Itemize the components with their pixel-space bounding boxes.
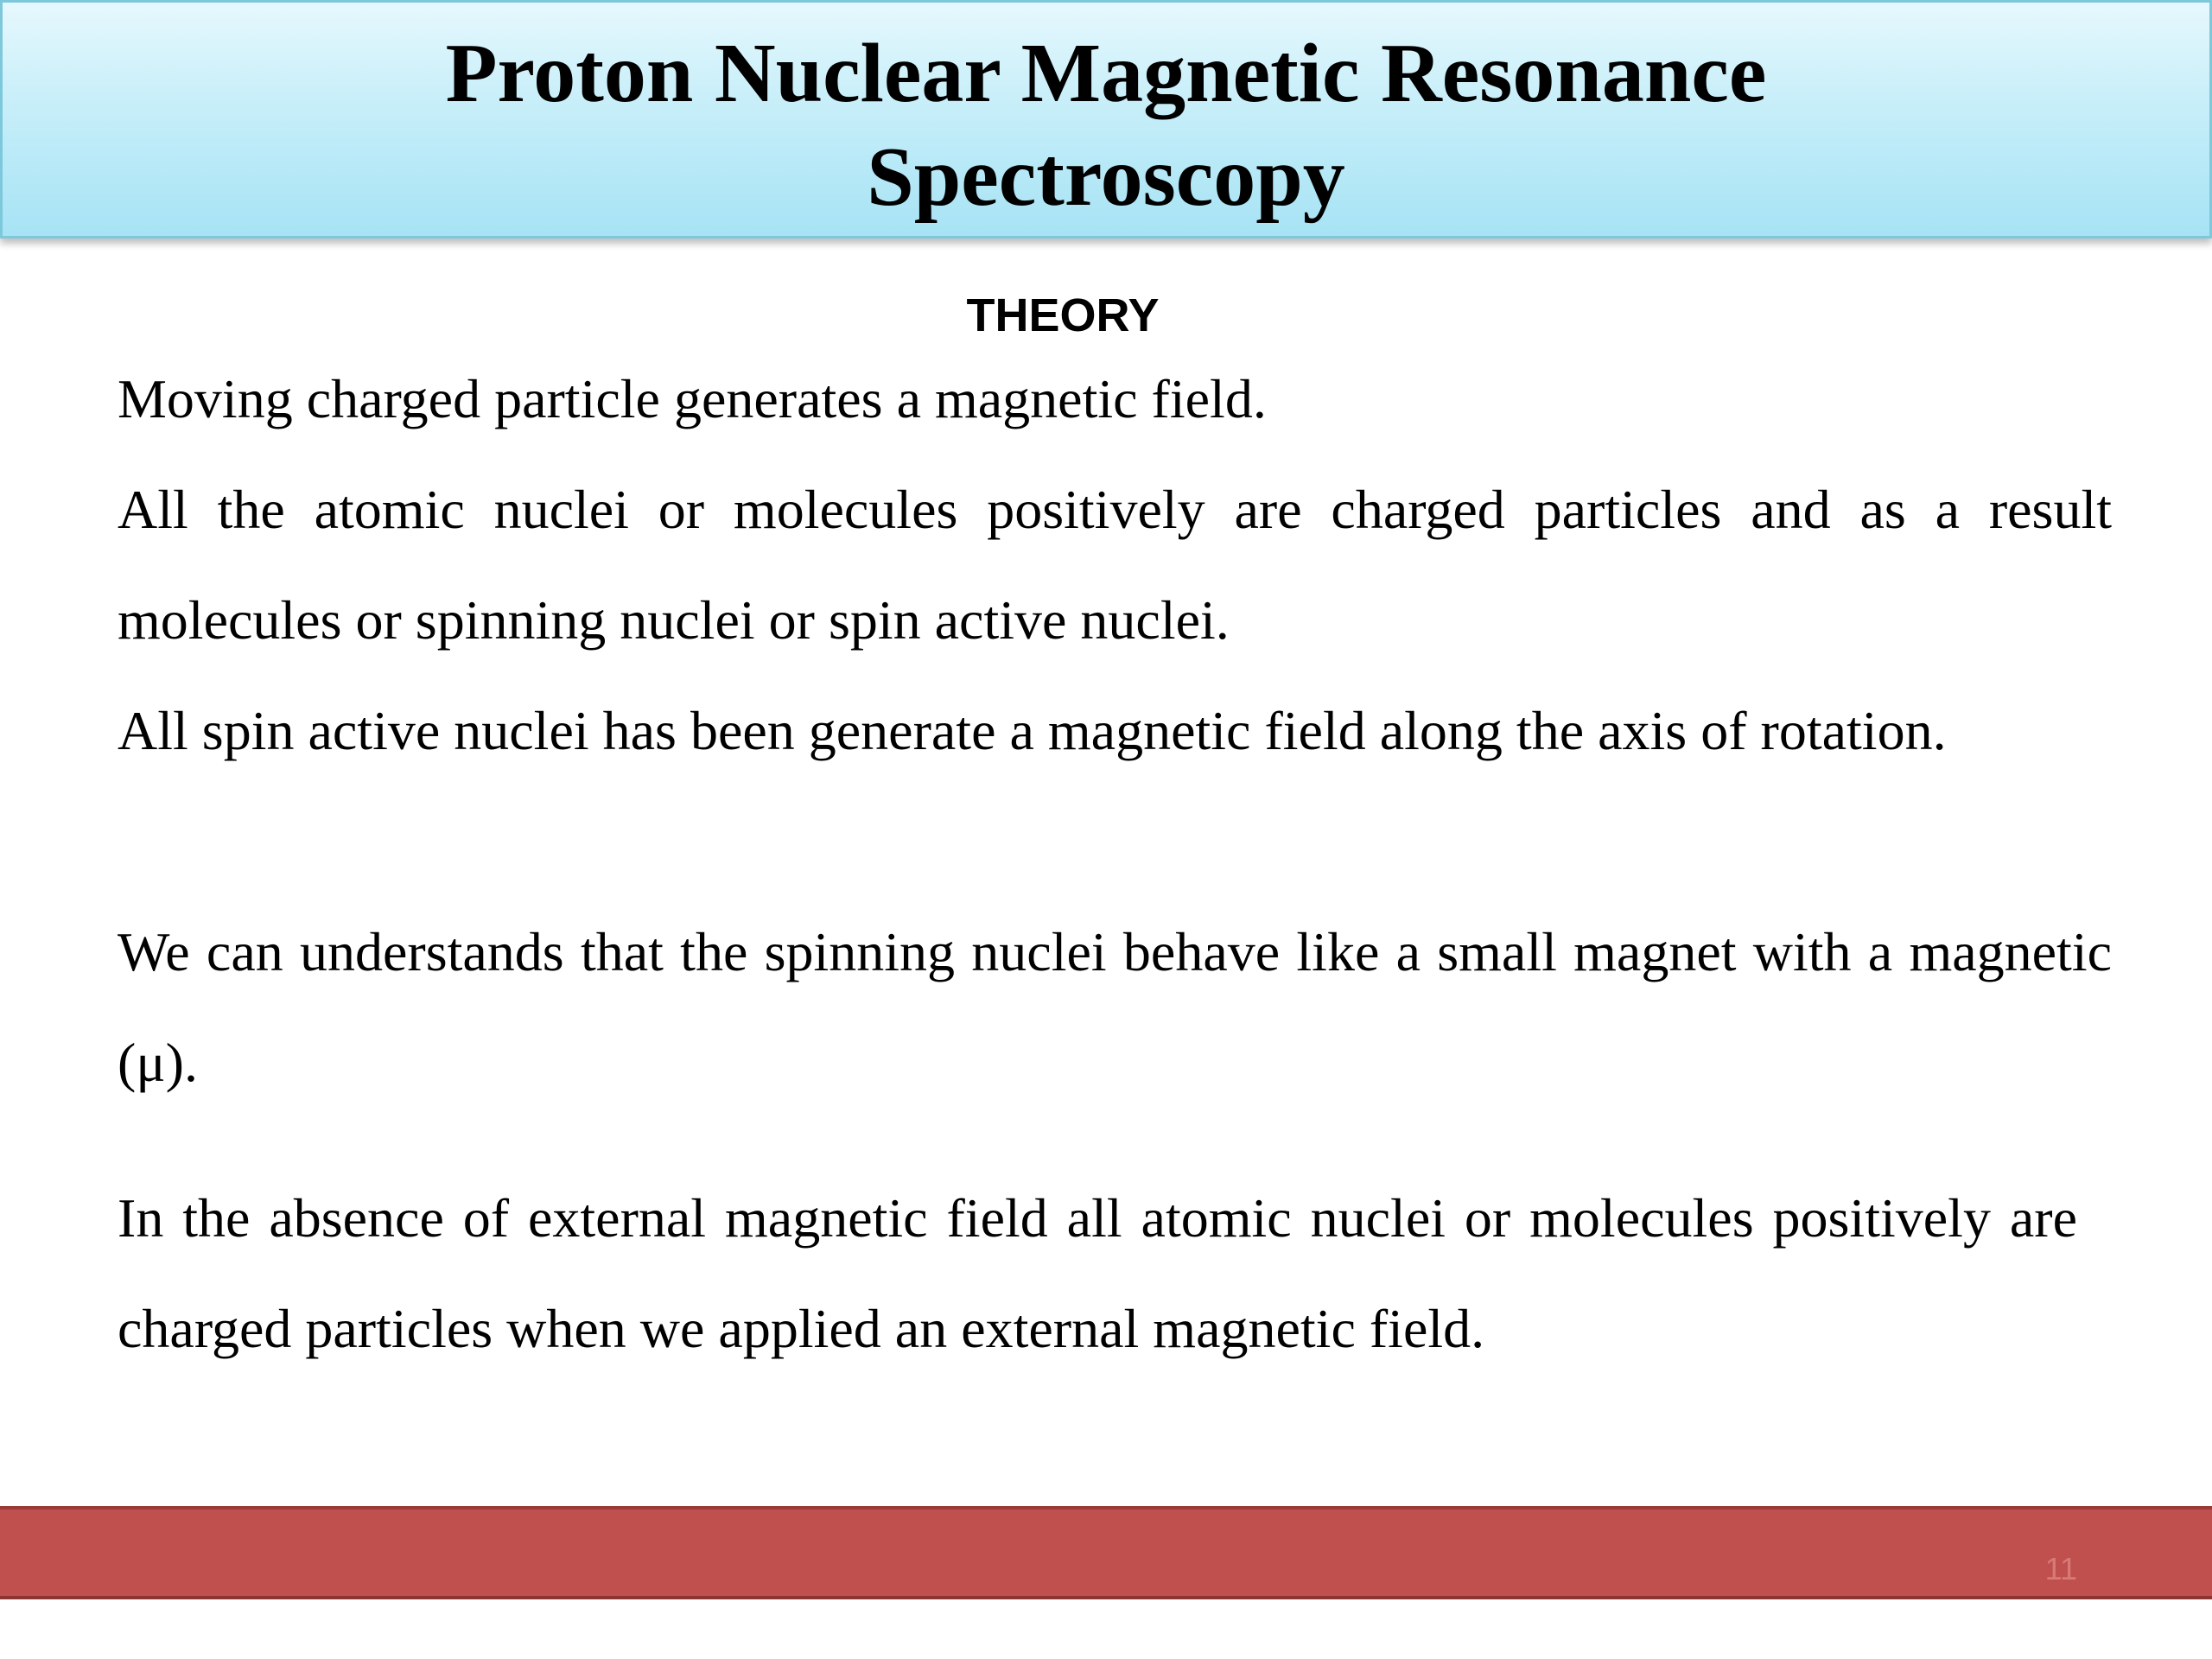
title-bar bbox=[0, 0, 2212, 238]
page-number: 11 bbox=[2044, 1551, 2077, 1586]
slide-title-line-2: Spectroscopy bbox=[867, 130, 1345, 224]
section-heading: THEORY bbox=[966, 289, 1160, 341]
paragraph-3: All spin active nuclei has been generate a magnetic field along the axis of rotation. bbox=[118, 700, 1947, 761]
paragraph-1: Moving charged particle generates a magnetic field. bbox=[118, 368, 1267, 429]
slide-title-line-1: Proton Nuclear Magnetic Resonance bbox=[445, 27, 1767, 120]
paragraph-4: We can understands that the spinning nuclei behave like a small magnet with a magnetic (μ). bbox=[118, 921, 2112, 1093]
footer-bar bbox=[0, 1506, 2212, 1599]
paragraph-5: In the absence of external magnetic field all atomic nuclei or molecules positively are charged particles when we applied an external magnetic field. bbox=[118, 1187, 2077, 1359]
paragraph-2: All the atomic nuclei or molecules positively are charged particles and as a result molecules or spinning nuclei or spin active nuclei. bbox=[118, 479, 2112, 651]
